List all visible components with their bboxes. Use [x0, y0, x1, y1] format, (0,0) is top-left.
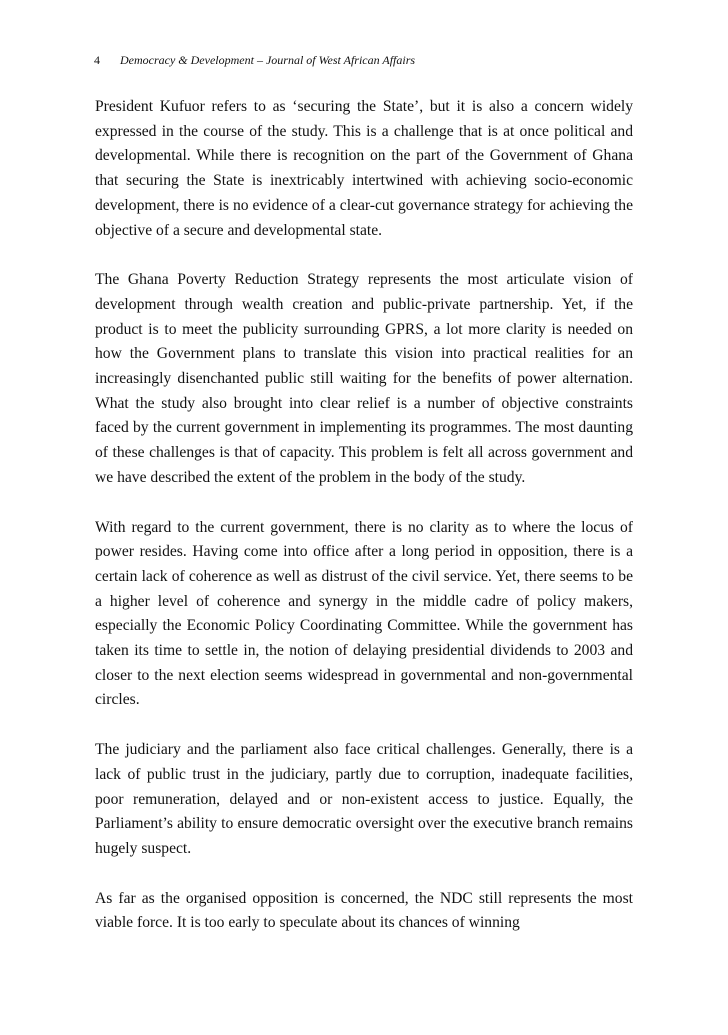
paragraph-securing-state: President Kufuor refers to as ‘securing the State’, but it is also a concern widely expressed in the course of the study. This is a challenge that is at once political and developmental. While there is recognition on the part of the Government of Ghana that securing the State is inextricably intertwined with achieving socio-economic development, there is no evidence of a clear-cut governance strategy for achieving the objective of a secure and developmental state.: [95, 98, 633, 239]
paragraph-poverty-reduction: The Ghana Poverty Reduction Strategy represents the most articulate vision of development through wealth creation and public-private partnership. Yet, if the product is to meet the publicity surrounding GPRS, a lot more clarity is needed on how the Government plans to translate this vision into practical realities for an increasingly disenchanted public still waiting for the benefits of power alternation. What the study also brought into clear relief is a number of objective constraints faced by the current government in implementing its programmes. The most daunting of these challenges is that of capacity. This problem is felt all across government and we have described the extent of the problem in the body of the study.: [95, 271, 633, 486]
paragraph-current-government: With regard to the current government, there is no clarity as to where the locus of power resides. Having come into office after a long period in opposition, there is a certain lack of coherence as well as distrust of the civil service. Yet, there seems to be a higher level of coherence and synergy in the middle cadre of policy makers, especially the Economic Policy Coordinating Committee. While the government has taken its time to settle in, the notion of delaying presidential dividends to 2003 and closer to the next election seems widespread in governmental and non-governmental circles.: [95, 518, 633, 709]
document-page: [95, 52, 633, 961]
running-header: [95, 52, 633, 68]
journal-title: Democracy & Development – Journal of West African Affairs: [120, 53, 416, 67]
page-number: 4: [94, 53, 100, 67]
paragraph-opposition: As far as the organised opposition is concerned, the NDC still represents the most viable force. It is too early to speculate about its chances of winning: [95, 889, 633, 932]
paragraph-judiciary-parliament: The judiciary and the parliament also face critical challenges. Generally, there is a lack of public trust in the judiciary, partly due to corruption, inadequate facilities, poor remuneration, delayed and or non-existent access to justice. Equally, the Parliament’s ability to ensure democratic oversight over the executive branch remains hugely suspect.: [95, 741, 633, 857]
